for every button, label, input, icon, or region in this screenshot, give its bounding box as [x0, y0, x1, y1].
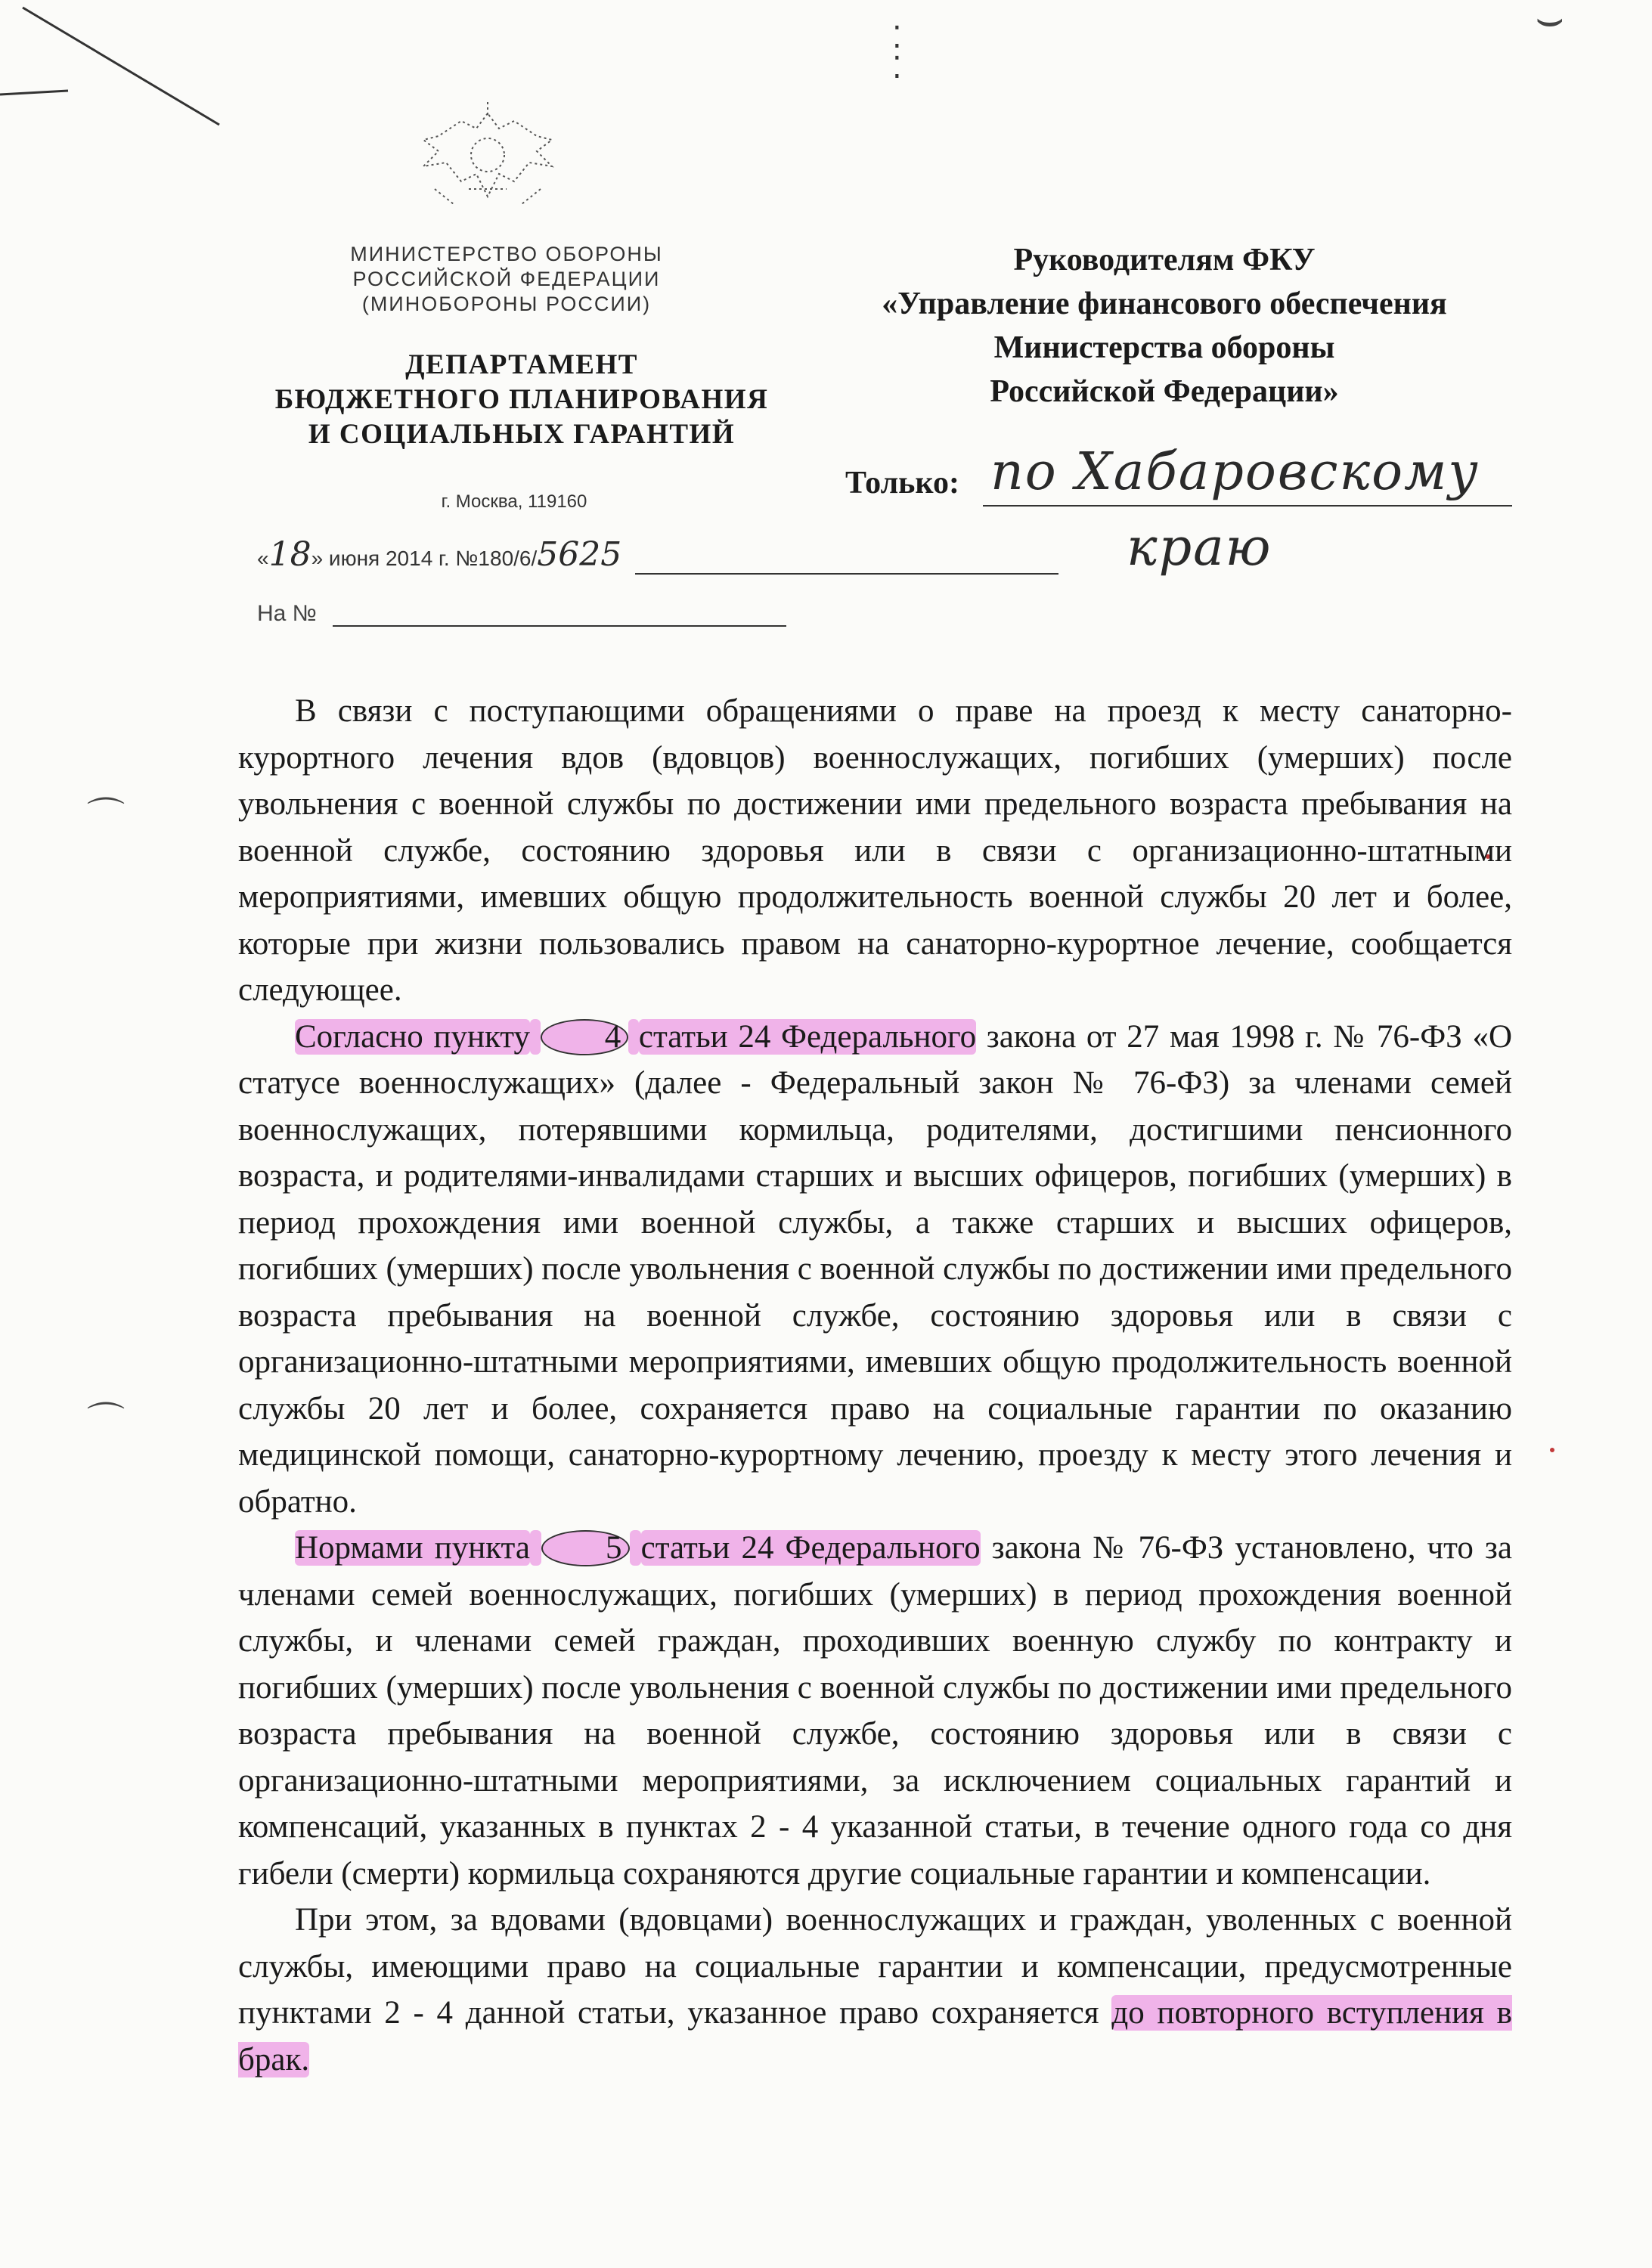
circled-number: 4: [541, 1019, 629, 1055]
reference-underline: [333, 625, 786, 627]
only-underline: [983, 505, 1512, 507]
circled-number: 5: [541, 1530, 630, 1566]
scan-mark: ⌣: [1535, 0, 1565, 43]
paragraph-3-text: закона № 76-ФЗ установлено, что за членами семей военнослужащих, погибших (умерших) в период прохождения военной службы, и членами семей граждан, проходивших военную службу по контракту и погибших (умерших) после увольнения с военной службы по достижении ими предельного возраста пребывания на военной службе, состоянию здоровья или в связи с организационно-штатными мероприятиями, за исключением социальных гарантий и компенсаций, указанных в пунктах 2 - 4 указанной статьи, в течение одного года со дня гибели (смерти) кормильца сохраняются другие социальные гарантии и компенсации.: [238, 1530, 1513, 1892]
paragraph-3: [238, 1525, 1512, 1897]
handwritten-region-line-1: по Хабаровскому: [990, 442, 1480, 502]
margin-mark: ⌒: [87, 795, 125, 838]
paragraph-1: В связи с поступающими обращениями о праве на проезд к месту санаторно-курортного лечения вдов (вдовцов) военнослужащих, погибших (умерших) после увольнения с военной службы по достижении ими предельного возраста пребывания на военной службе, состоянию здоровья или в связи с организационно-штатными мероприятиями, имевших общую продолжительность военной службы 20 лет и более, которые при жизни пользовались правом на санаторно-курортное лечение, сообщается следующее.: [238, 693, 1512, 1008]
highlighted-text: Согласно пункту: [295, 1018, 531, 1055]
ministry-line: МИНИСТЕРСТВО ОБОРОНЫ: [350, 243, 663, 265]
coat-of-arms-emblem: [393, 98, 582, 212]
date-and-prefix: » июня 2014 г. №180/6/: [311, 547, 538, 570]
na-label: На №: [257, 601, 317, 626]
only-label: Только:: [845, 466, 959, 500]
addressee-line: Руководителям ФКУ: [1013, 243, 1316, 277]
paragraph-2: [238, 1014, 1512, 1526]
reference-line: [257, 601, 786, 635]
highlighted-text: статьи 24 Федерального: [640, 1530, 981, 1566]
highlighted-text: Нормами пункта: [295, 1530, 530, 1566]
scan-dots: ⁚ ⁚: [892, 20, 902, 85]
addressee-block: [817, 238, 1512, 414]
red-ink-dot: [1550, 1448, 1554, 1452]
letter-body: [238, 688, 1512, 2083]
handwritten-day: 18: [268, 535, 311, 574]
scan-corner-line: [0, 0, 227, 129]
addressee-line: «Управление финансового обеспечения: [882, 287, 1447, 321]
addressee-line: Российской Федерации»: [990, 374, 1339, 409]
paragraph-2-text: закона от 27 мая 1998 г. № 76-ФЗ «О статусе военнослужащих» (далее - Федеральный закон № 76-ФЗ) за членами семей военнослужащих, потерявшими кормильца, родителями, достигшими пенсионного возраста, и родителями-инвалидами старших и высших офицеров, погибших (умерших) в период прохождения ими военной службы, а также старших и высших офицеров, погибших (умерших) после увольнения с военной службы по достижении ими предельного возраста пребывания на военной службе, состоянию здоровья или в связи с организационно-штатными мероприятиями, имевших общую продолжительность военной службы 20 лет и более, сохраняется право на социальные гарантии по оказанию медицинской помощи, санаторно-курортному лечению, проезду к месту этого лечения и обратно.: [238, 1018, 1512, 1520]
department-line: ДЕПАРТАМЕНТ: [405, 349, 638, 380]
date-open-quote: «: [257, 547, 269, 570]
number-underline: [635, 573, 1058, 575]
department-line: БЮДЖЕТНОГО ПЛАНИРОВАНИЯ: [274, 384, 769, 415]
paragraph-4-text: При этом, за вдовами (вдовцами) военнослужащих и граждан, уволенных с военной службы, имеющими право на социальные гарантии и компенсации, предусмотренные пунктами 2 - 4 данной статьи, указанное право сохраняется: [238, 1902, 1512, 2031]
handwritten-region-line-2: краю: [1127, 518, 1272, 578]
highlighted-text: до повторного вступления в брак.: [238, 1995, 1512, 2077]
document-date-line: [257, 535, 801, 578]
handwritten-doc-number: 5625: [537, 535, 622, 574]
department-line: И СОЦИАЛЬНЫХ ГАРАНТИЙ: [308, 419, 736, 450]
highlighted-text: статьи 24 Федерального: [638, 1018, 977, 1055]
ministry-name: [302, 242, 711, 317]
addressee-line: Министерства обороны: [993, 330, 1335, 365]
margin-mark: ⌒: [87, 1400, 125, 1442]
department-name: [227, 348, 817, 452]
paragraph-4: [238, 1897, 1512, 2083]
ministry-line: РОССИЙСКОЙ ФЕДЕРАЦИИ: [352, 268, 661, 290]
ministry-line: (МИНОБОРОНЫ РОССИИ): [361, 293, 652, 315]
city-postcode: г. Москва, 119160: [441, 491, 587, 512]
